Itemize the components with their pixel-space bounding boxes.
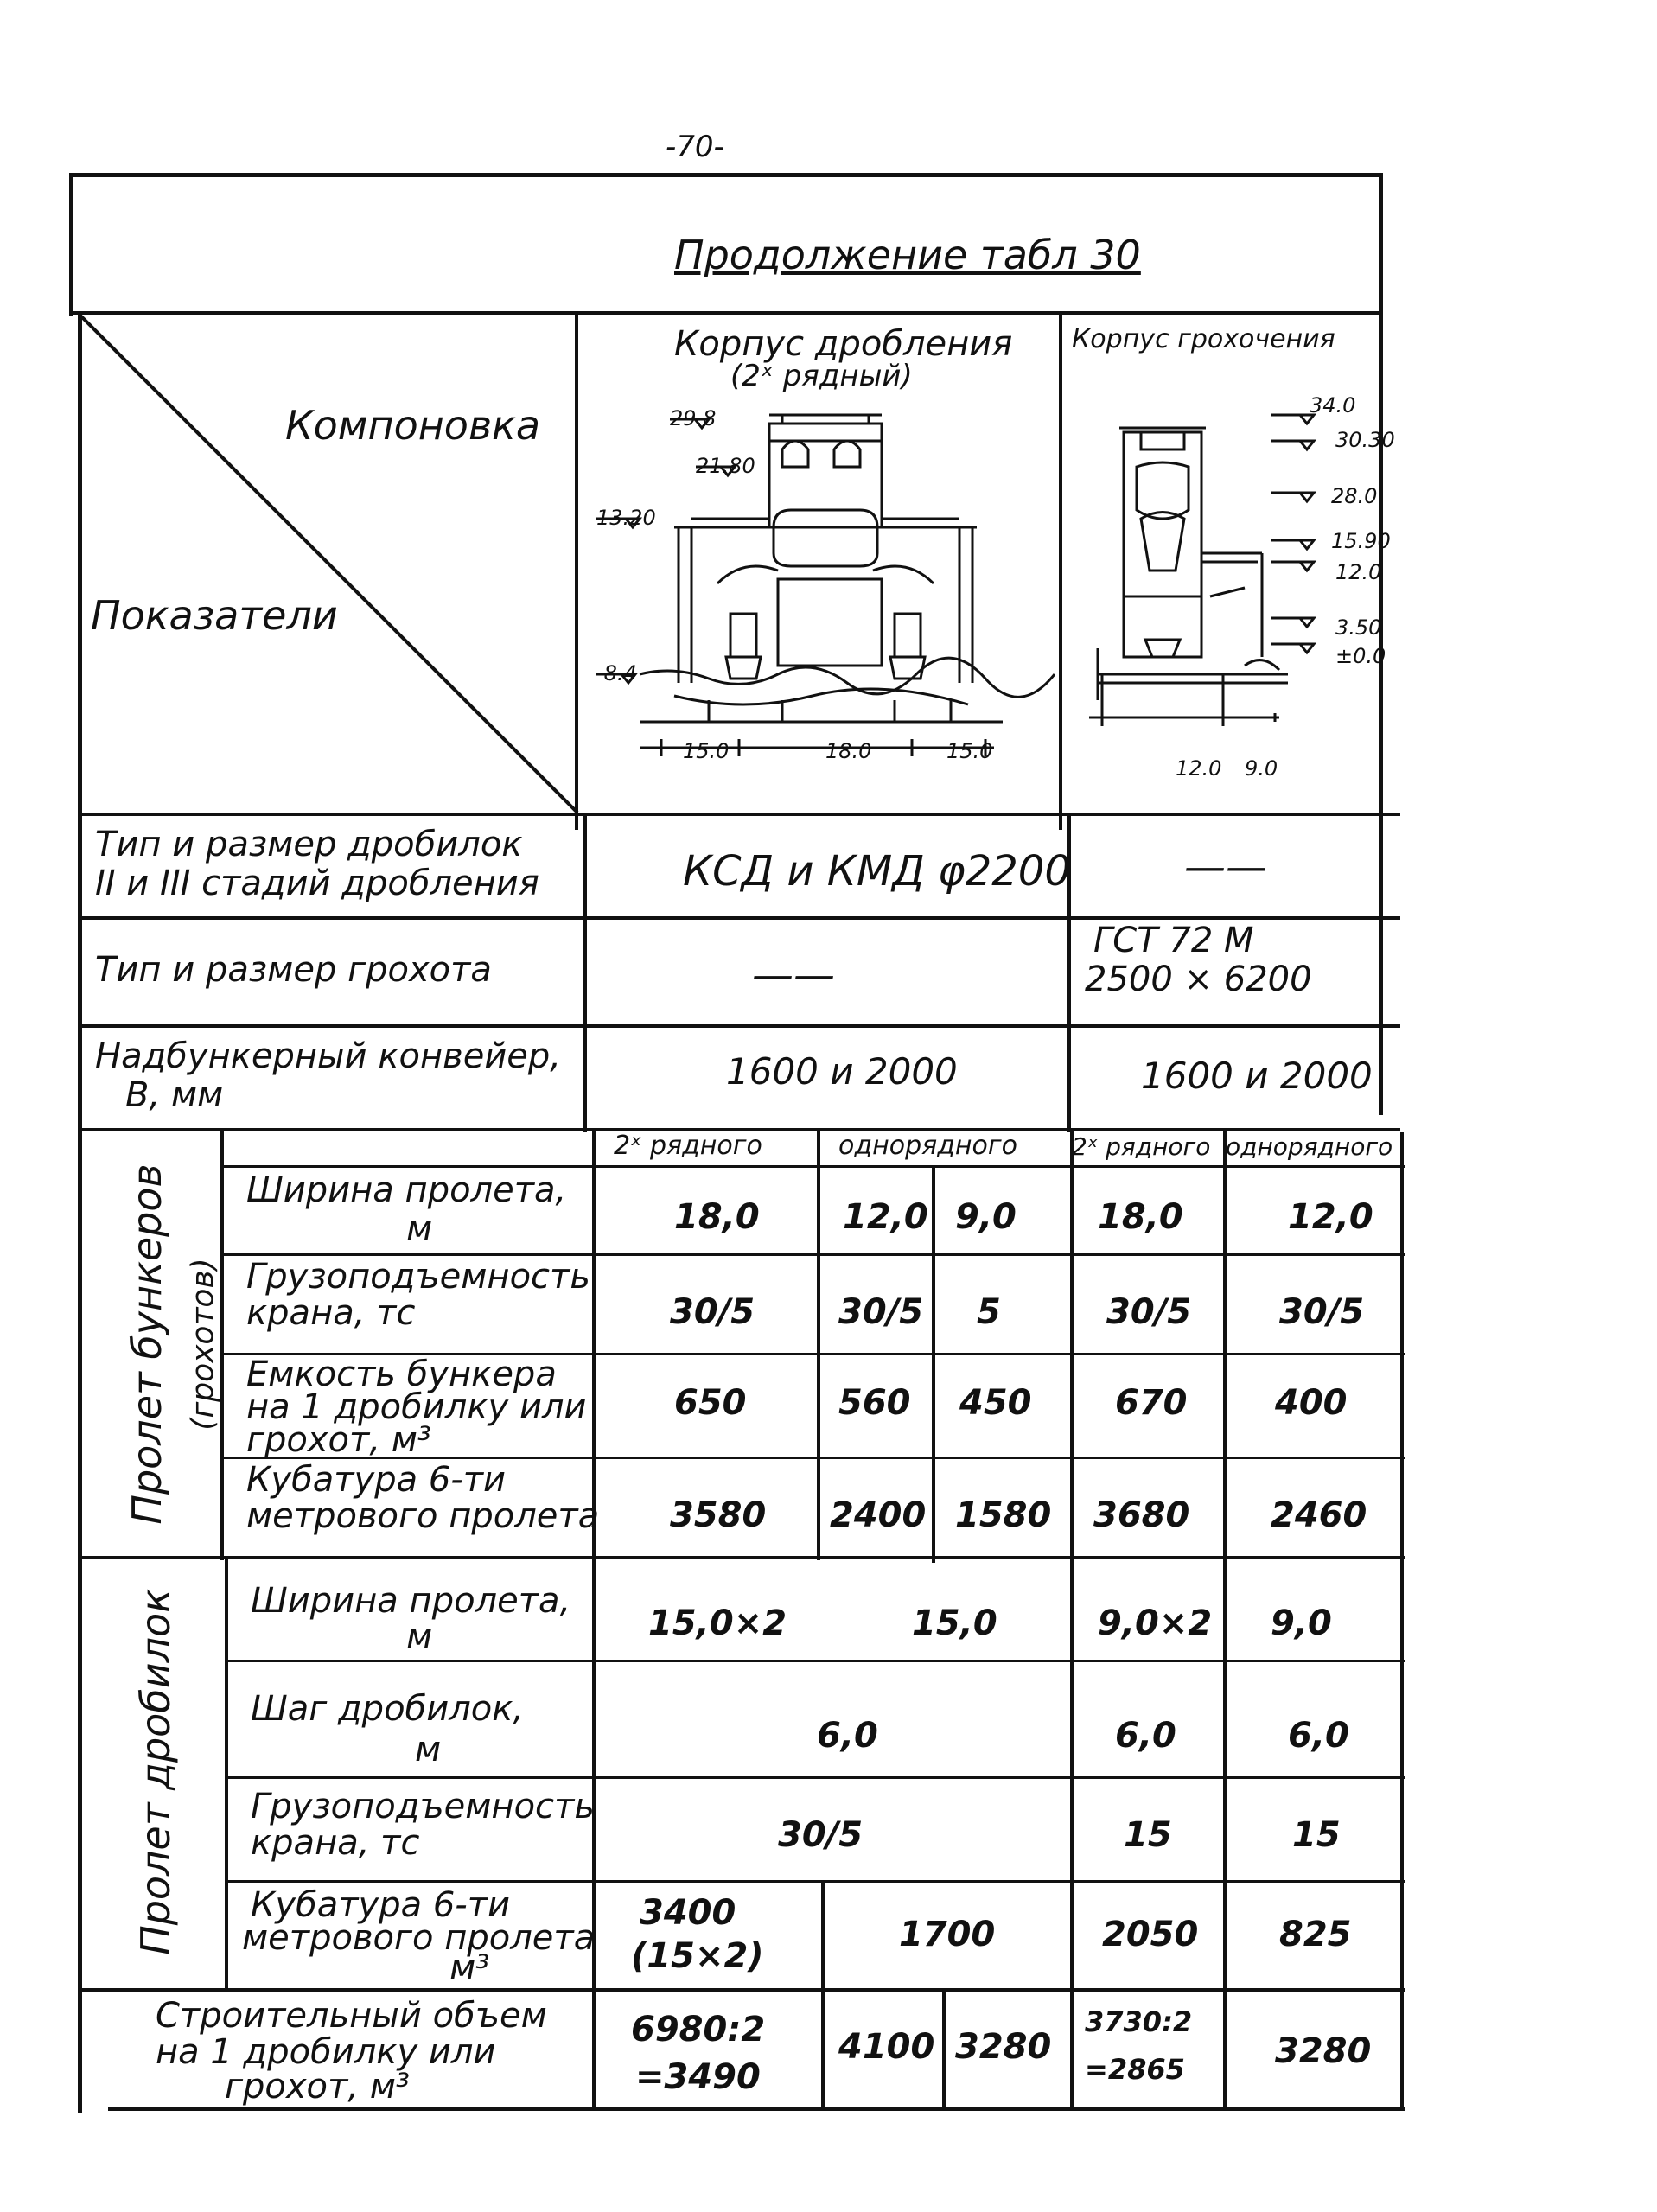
elev-label: 30.30 <box>1335 428 1395 452</box>
cell-value: 30/5 <box>1279 1292 1365 1332</box>
col2-title: Корпус грохочения <box>1072 324 1335 354</box>
conveyor-value: 1600 и 2000 <box>726 1050 958 1093</box>
cell-value: 560 <box>838 1383 911 1423</box>
cell-value: 450 <box>959 1383 1032 1423</box>
row-label: В, мм <box>125 1075 224 1115</box>
row-label: на 1 дробилку или <box>246 1387 587 1427</box>
screen-type-value: ГСТ 72 М <box>1093 921 1254 960</box>
cell-value: 400 <box>1275 1383 1348 1423</box>
page-number: -70- <box>666 130 724 164</box>
row-label: Тип и размер дробилок <box>95 825 523 864</box>
crusher-type-value: КСД и КМД φ2200 <box>683 847 1071 896</box>
span-dim-label: 12.0 <box>1176 756 1222 781</box>
cell-value: 1700 <box>899 1915 996 1954</box>
bunker-span-group-sublabel: (грохотов) <box>185 1258 221 1431</box>
cell-value: 3400 <box>640 1893 736 1933</box>
cell-value: 30/5 <box>670 1292 755 1332</box>
row-label: Емкость бункера <box>246 1355 557 1394</box>
col1-title: Корпус дробления <box>674 324 1013 364</box>
row-label: Грузоподъемность <box>251 1787 595 1826</box>
span-dim-label: 9.0 <box>1245 756 1278 781</box>
cell-value: 6980:2 <box>631 2010 766 2049</box>
row-label: Грузоподъемность <box>246 1257 590 1297</box>
row-label: на 1 дробилку или <box>156 2032 496 2072</box>
bunker-span-group-label: Пролет бункеров <box>124 1163 170 1525</box>
diagonal-header-line <box>78 313 579 814</box>
elev-label: 34.0 <box>1310 393 1356 418</box>
row-label: крана, тс <box>251 1823 420 1863</box>
row-label: Строительный объем <box>156 1996 547 2036</box>
cell-value: 3280 <box>1275 2031 1372 2071</box>
cell-value: 2460 <box>1271 1495 1367 1535</box>
subheader: однорядного <box>838 1131 1017 1161</box>
cell-value: 9,0 <box>955 1197 1017 1237</box>
cell-value: 825 <box>1279 1915 1352 1954</box>
screen-type-value: 2500 × 6200 <box>1085 959 1312 999</box>
subheader: 2ˣ рядного <box>1072 1132 1211 1161</box>
row-label: м <box>406 1209 433 1249</box>
row-label: Тип и размер грохота <box>95 950 492 990</box>
header-row-label: Компоновка <box>285 402 541 449</box>
cell-value: 15 <box>1292 1815 1341 1855</box>
cell-value: 15,0×2 <box>648 1603 787 1643</box>
crushing-building-section-drawing <box>588 398 1055 778</box>
row-label: м <box>406 1617 433 1657</box>
row-label: II и III стадий дробления <box>95 864 539 903</box>
row-label: м³ <box>449 1948 490 1988</box>
row-label: м <box>415 1730 442 1769</box>
cell-value: 18,0 <box>1098 1197 1183 1237</box>
screen-type-value: —— <box>752 951 835 999</box>
cell-value: 2050 <box>1102 1915 1199 1954</box>
row-label: грохот, м³ <box>246 1420 431 1460</box>
elev-label: -8.4 <box>596 661 637 685</box>
cell-value: 30/5 <box>1106 1292 1192 1332</box>
cell-value: (15×2) <box>631 1936 764 1976</box>
crusher-type-value: —— <box>1184 843 1267 891</box>
cell-value: 3680 <box>1093 1495 1190 1535</box>
crusher-span-group-label: Пролет дробилок <box>132 1589 179 1955</box>
elev-label: 21.80 <box>696 454 755 478</box>
row-label: Шаг дробилок, <box>251 1689 525 1729</box>
cell-value: 9,0×2 <box>1098 1603 1213 1643</box>
elev-label: 12.0 <box>1335 560 1382 584</box>
cell-value: 12,0 <box>1288 1197 1373 1237</box>
row-label: Кубатура 6-ти <box>251 1885 511 1925</box>
cell-value: 3280 <box>955 2027 1052 2067</box>
cell-value: 6,0 <box>1288 1716 1349 1756</box>
table-caption: Продолжение табл 30 <box>674 232 1141 278</box>
conveyor-value: 1600 и 2000 <box>1141 1055 1373 1097</box>
cell-value: 18,0 <box>674 1197 760 1237</box>
row-label: Надбункерный конвейер, <box>95 1036 562 1076</box>
subheader: 2ˣ рядного <box>614 1131 762 1161</box>
row-label: грохот, м³ <box>225 2067 410 2107</box>
cell-value: 12,0 <box>843 1197 928 1237</box>
cell-value: 9,0 <box>1271 1603 1332 1643</box>
cell-value: 15 <box>1124 1815 1172 1855</box>
cell-value: 3730:2 <box>1085 2005 1193 2038</box>
elev-label: 28.0 <box>1331 484 1378 508</box>
cell-value: 15,0 <box>912 1603 997 1643</box>
cell-value: 650 <box>674 1383 747 1423</box>
cell-value: 30/5 <box>838 1292 924 1332</box>
cell-value: =3490 <box>635 2057 761 2097</box>
cell-value: 2400 <box>830 1495 927 1535</box>
elev-label: 15.90 <box>1331 529 1391 553</box>
cell-value: 5 <box>977 1292 1001 1332</box>
header-col-label: Показатели <box>91 592 338 639</box>
cell-value: =2865 <box>1085 2053 1185 2086</box>
elev-label: 13.20 <box>596 506 656 530</box>
cell-value: 1580 <box>955 1495 1052 1535</box>
col1-subtitle: (2ˣ рядный) <box>730 359 913 393</box>
row-label: метрового пролета <box>246 1496 600 1536</box>
row-label: Кубатура 6-ти <box>246 1460 507 1500</box>
cell-value: 3580 <box>670 1495 767 1535</box>
row-label: крана, тс <box>246 1293 416 1333</box>
row-label: Ширина пролета, <box>251 1581 571 1621</box>
span-dim-label: 15.0 <box>683 739 730 763</box>
cell-value: 6,0 <box>1115 1716 1176 1756</box>
span-dim-label: 18.0 <box>825 739 872 763</box>
cell-value: 30/5 <box>778 1815 864 1855</box>
cell-value: 670 <box>1115 1383 1188 1423</box>
subheader: однорядного <box>1226 1132 1393 1161</box>
elev-label: 29.8 <box>670 406 717 430</box>
elev-label: 3.50 <box>1335 615 1382 640</box>
row-label: метрового пролета <box>242 1918 596 1958</box>
span-dim-label: 15.0 <box>946 739 993 763</box>
cell-value: 4100 <box>838 2027 935 2067</box>
cell-value: 6,0 <box>817 1716 878 1756</box>
row-label: Ширина пролета, <box>246 1170 567 1210</box>
elev-label: ±0.0 <box>1335 644 1386 668</box>
